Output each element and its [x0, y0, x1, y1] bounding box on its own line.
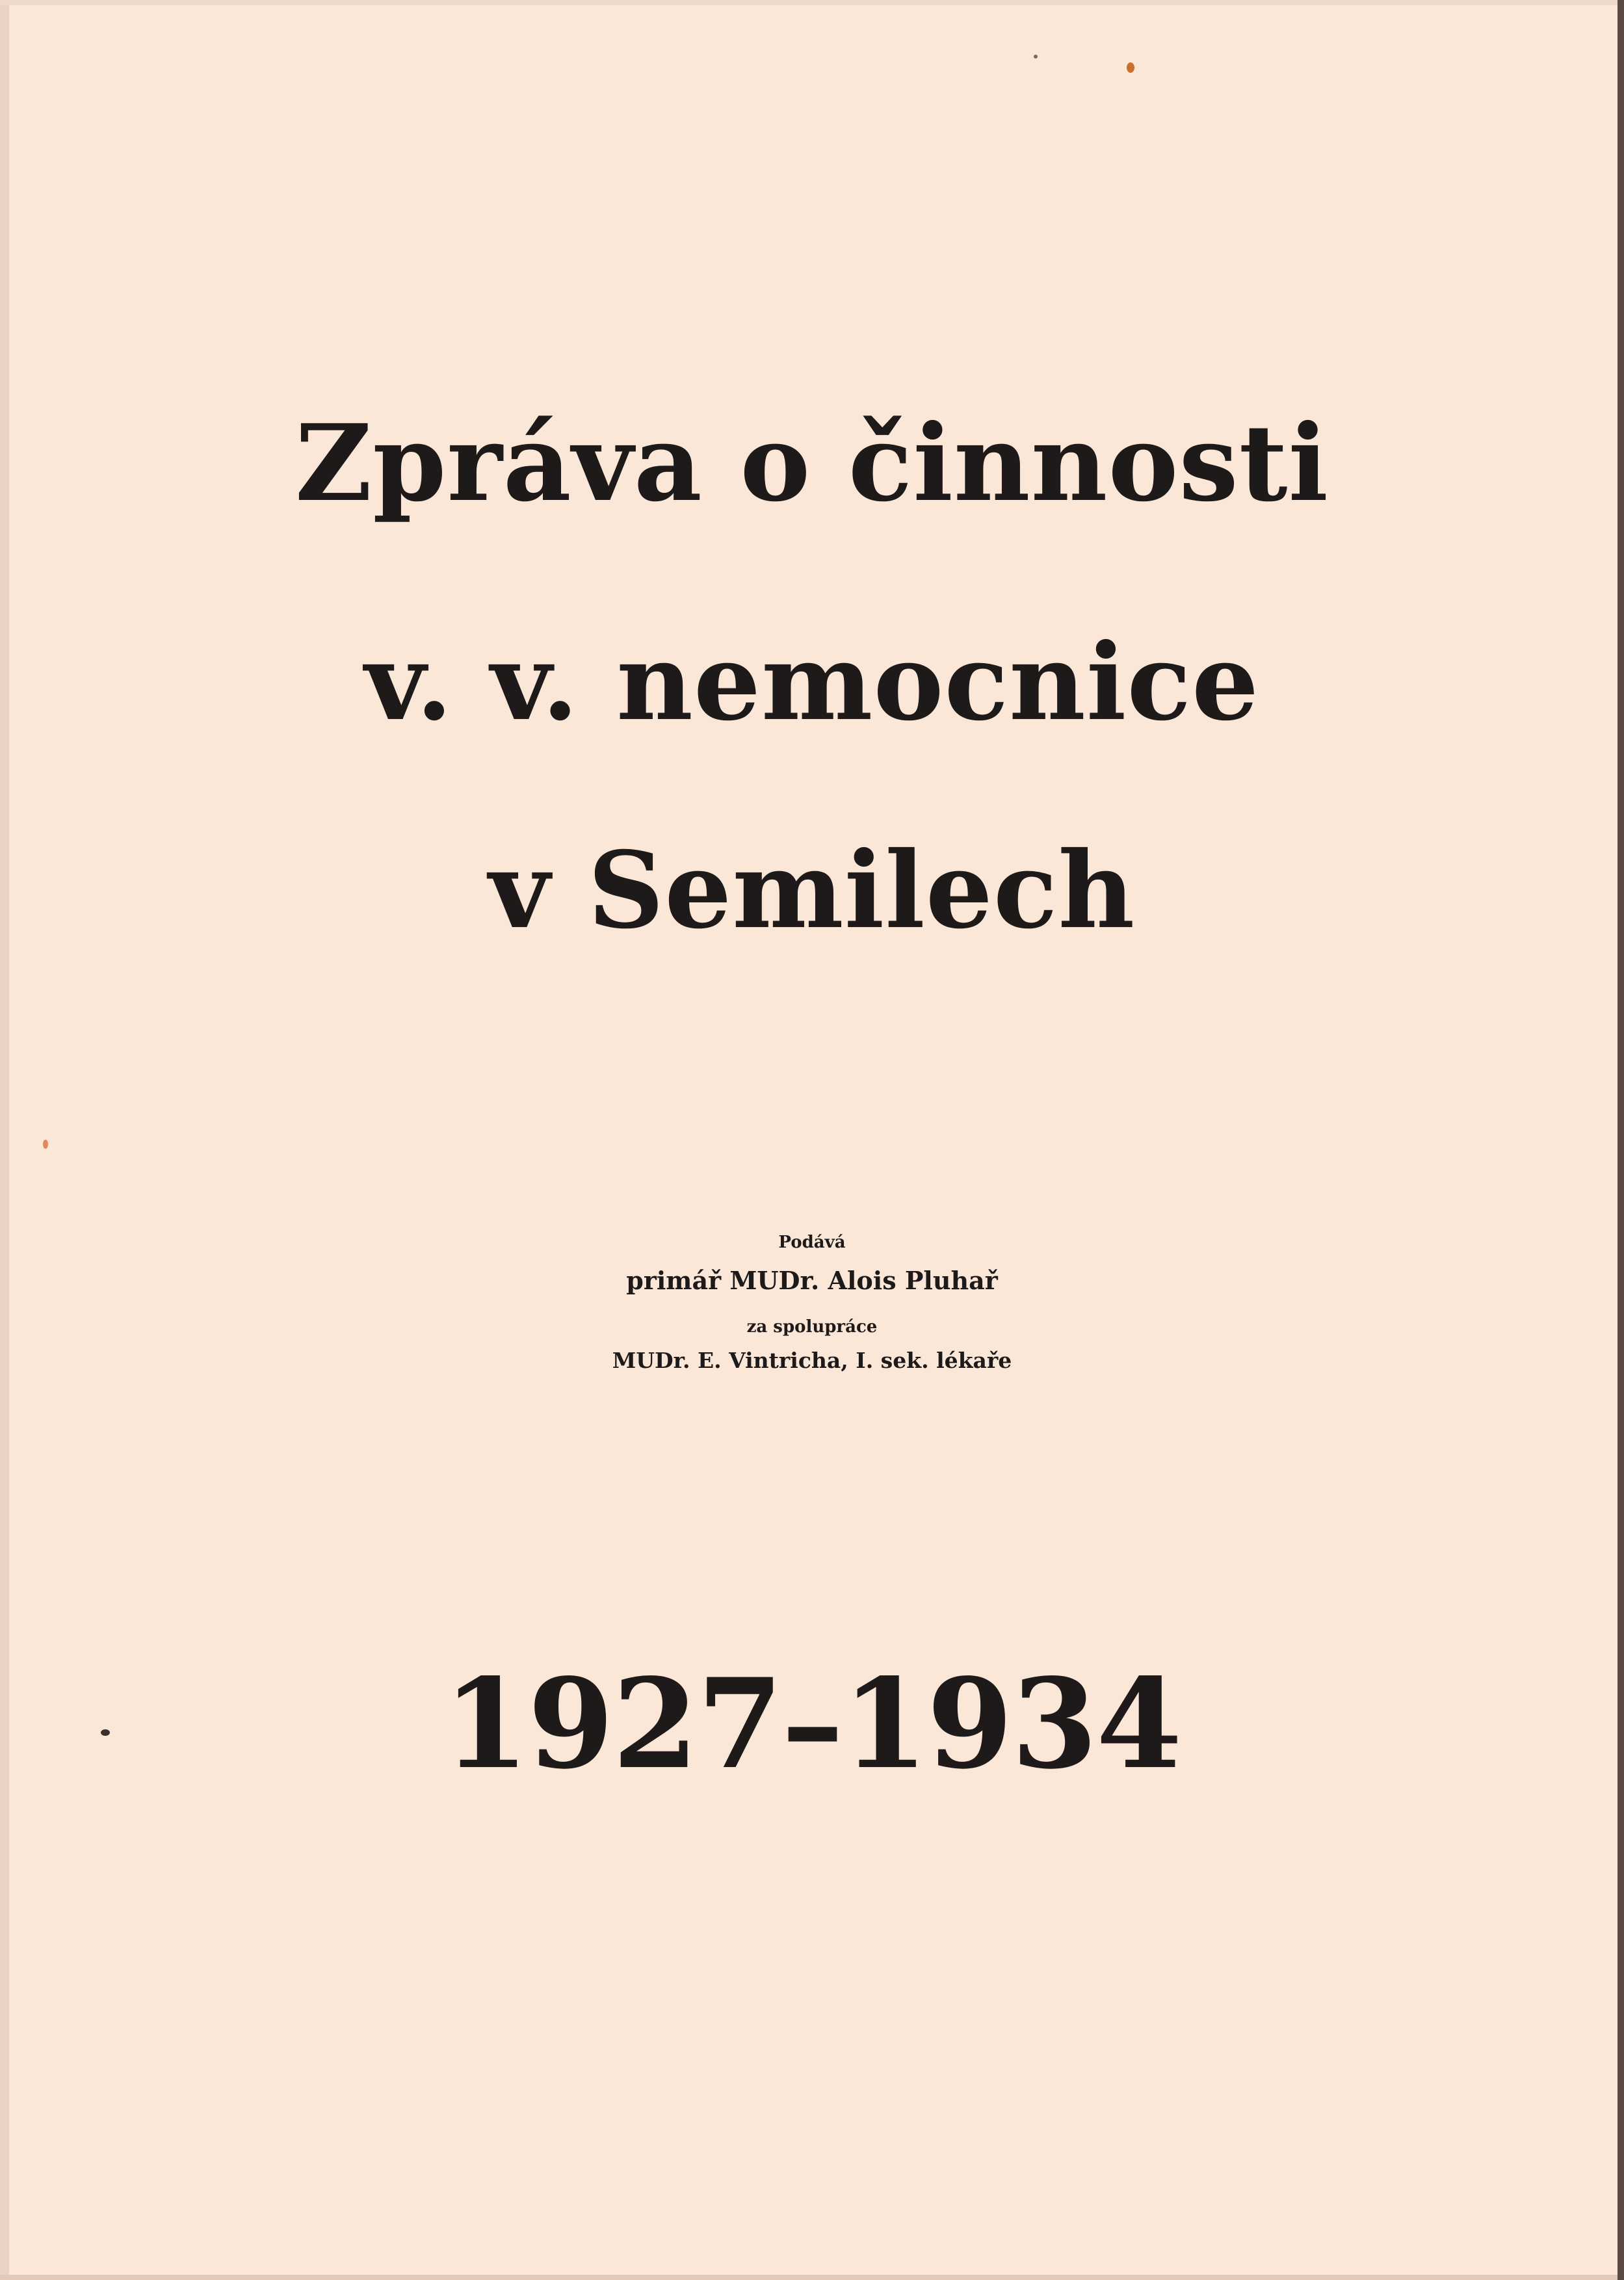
year-range: 1927–1934 [443, 1651, 1181, 1796]
author-name: primář MUDr. Alois Pluhař [626, 1266, 998, 1295]
paper-top-edge [0, 0, 1624, 5]
paper-left-edge [0, 0, 9, 2280]
title-line-1: Zpráva o činnosti [295, 402, 1329, 525]
paper-bottom-edge [0, 2275, 1624, 2280]
presented-by-label: Podává [778, 1233, 846, 1252]
paper-speck [1127, 62, 1134, 73]
collaborator-name: MUDr. E. Vintricha, I. sek. lékaře [612, 1348, 1012, 1373]
collaboration-label: za spolupráce [746, 1317, 878, 1337]
paper-speck [1034, 55, 1038, 59]
paper-speck [43, 1140, 48, 1149]
title-line-3: v Semilech [488, 829, 1136, 952]
paper-right-edge [1617, 0, 1624, 2280]
title-line-2: v. v. nemocnice [364, 621, 1260, 744]
